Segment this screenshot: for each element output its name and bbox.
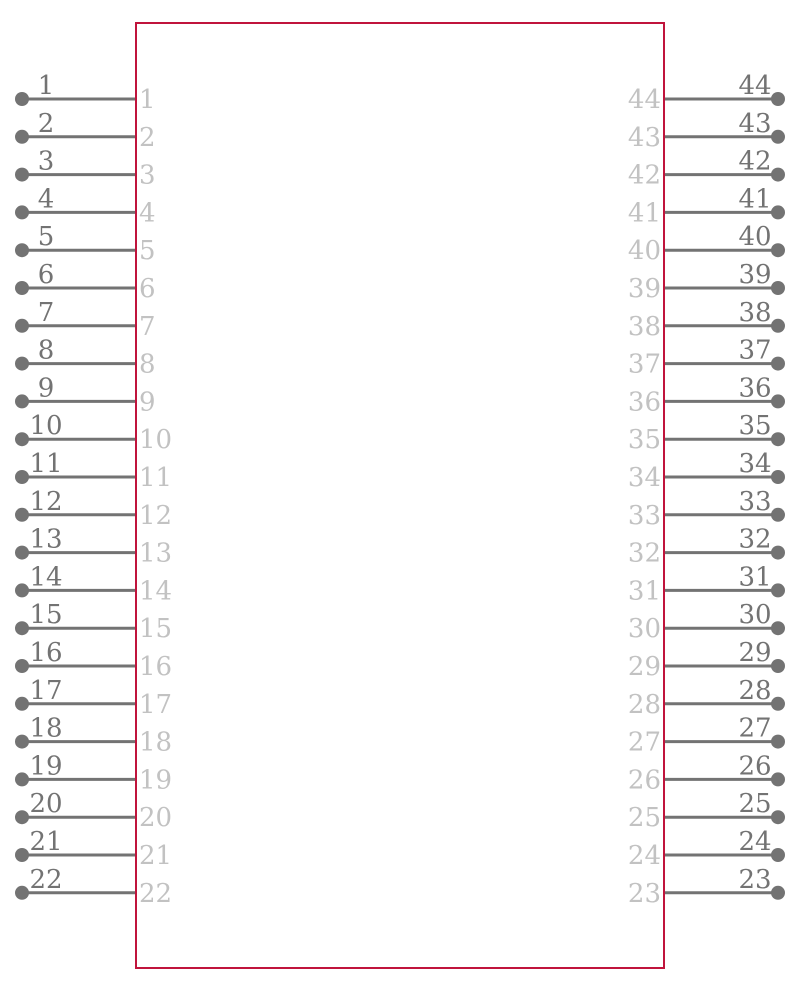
- pin-number: 16: [29, 638, 63, 668]
- pin-number: 33: [738, 486, 772, 517]
- pin-number: 17: [29, 675, 63, 706]
- pin-label: 5: [139, 236, 156, 267]
- component-body: [136, 23, 664, 968]
- pin-number: 41: [738, 184, 772, 215]
- pin-endpoint: [15, 319, 29, 333]
- pin-endpoint: [15, 546, 29, 560]
- pin-endpoint: [771, 848, 785, 862]
- pin-label: 17: [139, 689, 173, 720]
- pin-number: 44: [738, 71, 772, 101]
- pin-label: 34: [627, 463, 661, 493]
- pin-number: 25: [738, 789, 772, 820]
- pin-number: 15: [29, 600, 63, 631]
- pin-endpoint: [771, 319, 785, 333]
- pin-label: 30: [627, 614, 661, 645]
- pin-endpoint: [771, 394, 785, 408]
- pin-endpoint: [15, 810, 29, 824]
- pin-label: 32: [627, 538, 661, 569]
- pin-number: 20: [29, 789, 63, 820]
- pin-endpoint: [771, 886, 785, 900]
- pin-label: 18: [139, 727, 173, 758]
- pin-label: 36: [627, 387, 661, 418]
- pin-label: 37: [627, 349, 661, 380]
- pin-number: 32: [738, 524, 772, 555]
- pin-number: 29: [738, 638, 772, 668]
- pin-number: 34: [738, 449, 772, 479]
- pin-number: 35: [738, 411, 772, 442]
- pin-endpoint: [15, 848, 29, 862]
- pin-number: 26: [738, 751, 772, 782]
- pin-label: 27: [627, 727, 661, 758]
- pin-number: 7: [37, 297, 55, 328]
- pins-layer: [15, 71, 785, 909]
- pin-endpoint: [771, 772, 785, 786]
- pin-endpoint: [15, 130, 29, 144]
- pin-endpoint: [771, 735, 785, 749]
- pin-endpoint: [771, 281, 785, 295]
- pin-number: 19: [29, 751, 63, 782]
- pin-number: 42: [738, 146, 772, 177]
- pin-label: 6: [139, 274, 156, 304]
- pin-label: 8: [139, 349, 156, 380]
- pin-number: 27: [738, 713, 772, 744]
- pin-label: 22: [139, 878, 173, 909]
- pin-number: 4: [37, 184, 55, 215]
- pin-label: 35: [627, 425, 661, 456]
- pin-endpoint: [15, 92, 29, 106]
- pin-number: 22: [29, 864, 63, 895]
- pin-label: 1: [139, 85, 156, 115]
- pin-label: 26: [627, 765, 661, 796]
- pin-label: 41: [627, 198, 661, 229]
- pin-label: 25: [627, 803, 661, 834]
- pin-endpoint: [15, 621, 29, 635]
- pin-endpoint: [15, 735, 29, 749]
- pin-number: 9: [37, 373, 55, 404]
- pin-label: 39: [627, 274, 661, 304]
- pin-label: 9: [139, 387, 156, 418]
- pin-endpoint: [771, 697, 785, 711]
- pin-label: 7: [139, 311, 156, 342]
- pin-number: 28: [738, 675, 772, 706]
- pin-endpoint: [771, 168, 785, 182]
- pin-label: 29: [627, 652, 661, 682]
- pin-number: 31: [738, 562, 772, 593]
- pin-label: 20: [139, 803, 173, 834]
- pin-label: 38: [627, 311, 661, 342]
- pin-label: 3: [139, 160, 156, 191]
- pin-number: 13: [29, 524, 63, 555]
- pin-number: 5: [37, 222, 55, 253]
- pin-endpoint: [15, 508, 29, 522]
- pin-endpoint: [15, 394, 29, 408]
- pin-label: 10: [139, 425, 173, 456]
- pin-endpoint: [15, 772, 29, 786]
- pin-number: 21: [29, 827, 63, 857]
- pin-endpoint: [15, 243, 29, 257]
- pin-number: 3: [37, 146, 55, 177]
- pin-endpoint: [771, 243, 785, 257]
- pin-label: 40: [627, 236, 661, 267]
- pin-number: 23: [738, 864, 772, 895]
- pin-label: 28: [627, 689, 661, 720]
- pin-number: 30: [738, 600, 772, 631]
- pin-endpoint: [771, 621, 785, 635]
- pin-endpoint: [15, 281, 29, 295]
- pin-endpoint: [771, 92, 785, 106]
- pin-label: 31: [627, 576, 661, 607]
- pin-endpoint: [771, 357, 785, 371]
- pin-endpoint: [15, 659, 29, 673]
- pin-label: 19: [139, 765, 173, 796]
- pin-label: 44: [627, 85, 661, 115]
- pin-number: 14: [29, 562, 63, 593]
- pin-label: 16: [139, 652, 173, 682]
- pin-label: 23: [627, 878, 661, 909]
- pin-label: 13: [139, 538, 173, 569]
- pin-endpoint: [15, 697, 29, 711]
- pin-label: 11: [139, 463, 173, 493]
- pin-endpoint: [771, 508, 785, 522]
- pin-number: 39: [738, 260, 772, 290]
- pin-label: 2: [139, 122, 156, 153]
- pin-number: 8: [37, 335, 55, 366]
- pin-endpoint: [771, 205, 785, 219]
- pin-endpoint: [771, 810, 785, 824]
- pin-number: 43: [738, 108, 772, 139]
- pin-endpoint: [771, 470, 785, 484]
- pin-number: 1: [37, 71, 55, 101]
- pin-label: 21: [139, 841, 173, 871]
- pin-endpoint: [15, 357, 29, 371]
- pin-number: 38: [738, 297, 772, 328]
- pin-label: 4: [139, 198, 156, 229]
- pin-label: 24: [627, 841, 661, 871]
- pin-number: 11: [29, 449, 63, 479]
- pin-number: 2: [37, 108, 55, 139]
- pin-label: 43: [627, 122, 661, 153]
- pin-number: 18: [29, 713, 63, 744]
- pin-endpoint: [15, 470, 29, 484]
- pin-label: 33: [627, 500, 661, 531]
- pin-number: 40: [738, 222, 772, 253]
- pin-label: 15: [139, 614, 173, 645]
- pin-endpoint: [15, 583, 29, 597]
- pin-endpoint: [15, 432, 29, 446]
- pin-number: 10: [29, 411, 63, 442]
- pin-number: 6: [37, 260, 55, 290]
- pin-endpoint: [15, 886, 29, 900]
- pin-label: 12: [139, 500, 173, 531]
- pin-endpoint: [15, 168, 29, 182]
- pin-endpoint: [771, 583, 785, 597]
- pin-endpoint: [771, 546, 785, 560]
- pin-number: 12: [29, 486, 63, 517]
- pin-endpoint: [771, 130, 785, 144]
- pin-number: 24: [738, 827, 772, 857]
- pin-endpoint: [15, 205, 29, 219]
- pin-label: 14: [139, 576, 173, 607]
- pin-number: 37: [738, 335, 772, 366]
- pin-endpoint: [771, 432, 785, 446]
- pin-label: 42: [627, 160, 661, 191]
- pin-number: 36: [738, 373, 772, 404]
- pin-endpoint: [771, 659, 785, 673]
